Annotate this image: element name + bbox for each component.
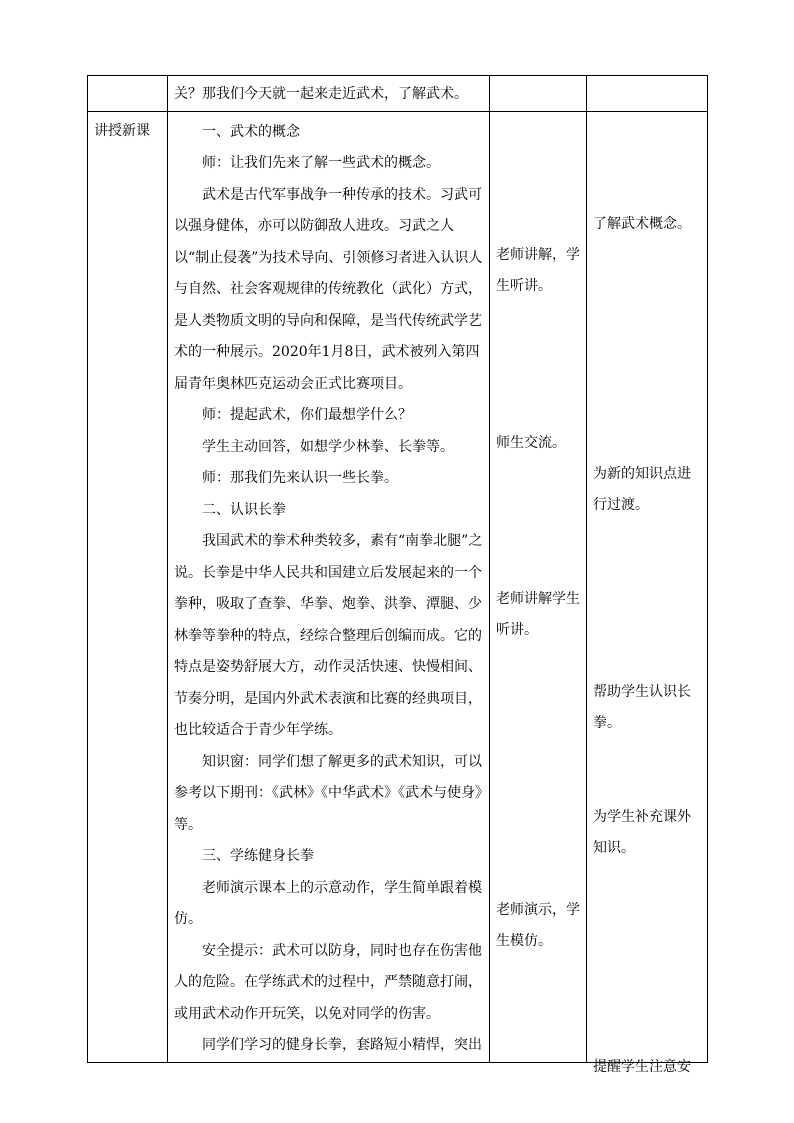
activity-text: 老师演示，学生模仿。 <box>496 901 580 949</box>
content-cell <box>168 111 490 1062</box>
lesson-content <box>168 112 489 1062</box>
activity-cell-empty <box>490 76 587 112</box>
lesson-plan-table <box>87 75 708 1075</box>
heading-wushu-concept: 一、武术的概念 <box>202 123 300 140</box>
stage-label: 讲授新课 <box>94 122 150 139</box>
table-row <box>88 76 708 112</box>
paragraph: 师：提起武术，你们最想学什么？ <box>202 407 412 423</box>
intent-text: 为学生补充课外知识。 <box>593 808 691 856</box>
paragraph: 老师演示课本上的示意动作，学生简单跟着模仿。 <box>174 879 482 927</box>
design-intent <box>587 112 707 1075</box>
paragraph: 学生主动回答，如想学少林拳、长拳等。 <box>202 438 454 455</box>
paragraph: 安全提示：武术可以防身，同时也存在伤害他人的危险。在学练武术的过程中，严禁随意打闹，或用武术动作开玩笑，以免对同学的伤害。 <box>174 942 482 1022</box>
intent-text: 为新的知识点进行过渡。 <box>593 465 691 513</box>
paragraph: 知识窗：同学们想了解更多的武术知识，可以参考以下期刊：《武林》《中华武术》《武术与使身》等。 <box>174 753 482 833</box>
content-cell-top <box>168 76 490 112</box>
intent-text: 提醒学生注意安 <box>593 1058 691 1075</box>
heading-changquan: 二、认识长拳 <box>202 501 286 518</box>
teaching-activities <box>490 112 586 1048</box>
table-row <box>88 111 708 1062</box>
intro-text: 关？那我们今天就一起来走近武术，了解武术。 <box>174 86 468 102</box>
paragraph: 师：那我们先来认识一些长拳。 <box>202 470 398 486</box>
intent-cell <box>587 111 708 1075</box>
paragraph: 武术是古代军事战争一种传承的技术。习武可以强身健体，亦可以防御敌人进攻。习武之人以“制止侵袭”为技术导向、引领修习者进入认识人与自然、社会客观规律的传统教化（武化）方式，是人类物质文明的导向和保障，是当代传统武学艺术的一种展示。2020年1月8日，武术被列入第四届青年奥林匹克运动会正式比赛项目。 <box>174 186 483 392</box>
intent-text: 了解武术概念。 <box>593 215 691 232</box>
heading-practice: 三、学练健身长拳 <box>202 848 314 864</box>
intent-text: 帮助学生认识长拳。 <box>593 683 691 731</box>
stage-cell <box>88 111 168 1062</box>
activity-text: 老师讲解学生听讲。 <box>496 590 580 638</box>
paragraph: 师：让我们先来了解一些武术的概念。 <box>202 155 440 171</box>
activity-text: 师生交流。 <box>496 434 566 451</box>
intent-cell-empty <box>587 76 708 112</box>
activity-cell <box>490 111 587 1062</box>
activity-text: 老师讲解，学生听讲。 <box>496 246 580 294</box>
stage-cell-empty <box>88 76 168 112</box>
paragraph: 我国武术的拳术种类较多，素有“南拳北腿”之说。长拳是中华人民共和国建立后发展起来的一个拳种，吸取了查拳、华拳、炮拳、洪拳、潭腿、少林拳等拳种的特点，经综合整理后创编而成。它的特点是姿势舒展大方，动作灵活快速、快慢相间、节奏分明，是国内外武术表演和比赛的经典项目，也比较适合于青少年学练。 <box>174 533 483 738</box>
paragraph: 同学们学习的健身长拳，套路短小精悍，突出 <box>202 1037 482 1053</box>
